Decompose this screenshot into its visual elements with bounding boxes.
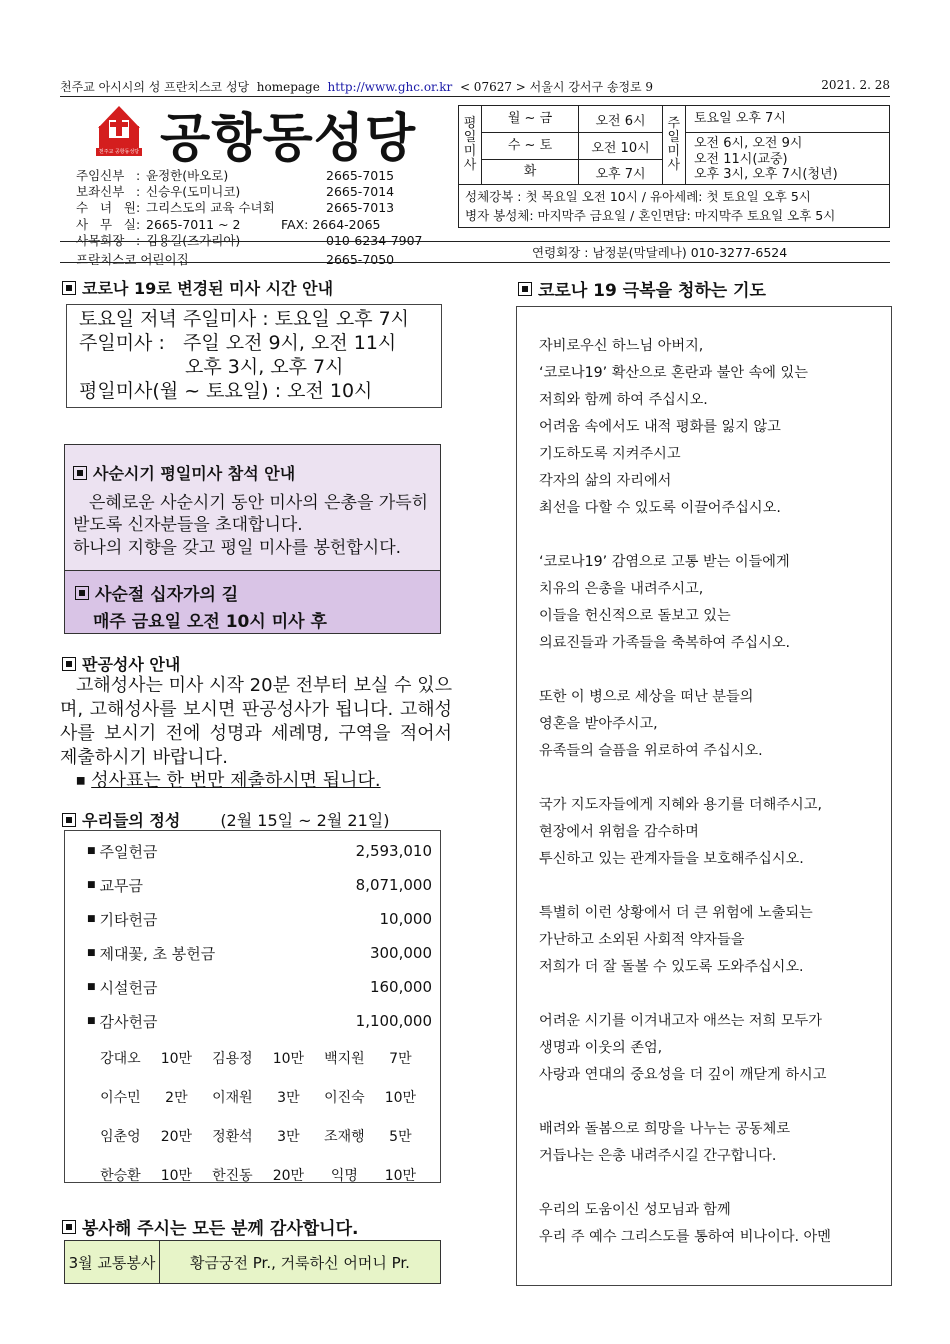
staff-role: 사 무 실 [76,216,136,232]
mass-notes: 성체강복 : 첫 목요일 오전 10시 / 유아세례: 첫 토요일 오후 5시 병자 봉성체: 마지막주 금요일 / 혼인면담: 마지막주 토요일 오후 5시 [458,185,890,228]
prayer-line: 배려와 돌봄으로 희망을 나누는 공동체로 [539,1121,791,1137]
prayer-line: 어려운 시기를 이겨내고자 애쓰는 저희 모두가 [539,1013,822,1029]
square-bullet-icon [62,281,76,295]
address: < 07627 > 서울시 강서구 송정로 9 [459,80,654,94]
square-bullet-icon [73,466,87,480]
sunday-mass-label: 주일미사 [663,106,686,184]
covid-mass-box: 토요일 저녁 주일미사 : 토요일 오후 7시 주일미사 : 주일 오전 9시, 오전 11시 오후 3시, 오후 7시 평일미사(월 ~ 토요일) : 오전 10시 [66,304,442,408]
staff-phone: 2665-7014 [326,184,395,200]
donor-cell: 한진동 [212,1167,253,1184]
stanza-gap [539,873,891,900]
logo-caption: 천주교 공항동성당 [98,149,140,155]
staff-role: 주임신부 [76,168,125,183]
donor-cell: 강대오 [100,1050,141,1067]
offering-row: ■ 주일헌금 2,593,010 [87,842,432,861]
prayer-line: 가난하고 소외된 사회적 약자들을 [539,932,745,948]
weekday-mass-label: 평일미사 [459,106,482,184]
lent-notice-body: 은혜로운 사순시기 동안 미사의 은총을 가득히 받도록 신자분들을 초대합니다. [73,493,429,535]
kindergarten-phone: 2665-7050 [326,252,395,268]
donor-row [89,1038,425,1077]
offering-row: ■ 시설헌금 160,000 [87,978,432,997]
prayer-line: 치유의 은총을 내려주시고, [539,581,704,597]
staff-row: 사목회장 : 김용길(즈가리아) 010-6234-7907 [76,233,456,249]
staff-name: 김용길(즈가리아) [146,232,241,248]
donor-cell: 20만 [272,1167,305,1184]
header-org-line [60,78,653,95]
volunteer-names: 황금궁전 Pr., 거룩하신 어머니 Pr. [190,1253,410,1272]
donor-row [89,1155,425,1194]
stanza-gap [539,522,891,549]
prayer-line: 생명과 이웃의 존엄, [539,1040,663,1056]
donor-cell: 7만 [389,1050,412,1067]
confession-note: ■ 성사표는 한 번만 제출하시면 됩니다. [76,770,381,791]
prayer-line: 사랑과 연대의 중요성을 더 깊이 깨닫게 하시고 [539,1067,827,1083]
weekday-mass-row: 화 오후 7시 [482,160,662,184]
bullet-icon: ■ [76,775,86,787]
staff-name: 2665-7011 ~ 2 [146,216,241,232]
square-bullet-icon [62,1220,76,1234]
prayer-line: 각자의 삶의 자리에서 [539,473,672,489]
lent-notice-heading: 사순시기 평일미사 참석 안내 [73,461,440,484]
homepage-label: homepage [256,80,320,94]
prayer-heading: 코로나 19 극복을 청하는 기도 [518,276,766,301]
donor-cell: 10만 [272,1050,305,1067]
volunteer-heading: 봉사해 주시는 모든 분께 감사합니다. [62,1214,358,1239]
stanza-gap [539,657,891,684]
prayer-body [517,307,891,1251]
donor-cell: 10만 [384,1089,417,1106]
staff-name: 윤정한(바오로) [146,168,229,183]
lent-notice-body-2: 하나의 지향을 갖고 평일 미사를 봉헌합시다. [73,538,402,558]
prayer-box [516,306,892,1286]
stanza-gap [539,1170,891,1197]
kindergarten-row [76,252,456,268]
sunday-mass-list [686,106,889,184]
staff-row: 보좌신부 : 신승우(도미니코) 2665-7014 [76,184,456,200]
staff-role: 사목회장 [76,232,125,248]
offerings-period: (2월 15일 ~ 2월 21일) [220,811,390,830]
prayer-line: 거듭나는 은총 내려주시길 간구합니다. [539,1148,777,1164]
square-bullet-icon [62,657,76,671]
kindergarten-name: 프란치스코 어린이집 [76,252,189,268]
stanza-gap [539,981,891,1008]
prayer-line: 현장에서 위험을 감수하며 [539,824,699,840]
prayer-line: 또한 이 병으로 세상을 떠난 분들의 [539,689,754,705]
donor-cell: 3만 [277,1128,300,1145]
volunteer-box [64,1240,441,1284]
donor-cell: 이진숙 [324,1089,365,1106]
donor-cell: 김용정 [212,1050,253,1067]
offerings-heading: 우리들의 정성 (2월 15일 ~ 2월 21일) [62,808,442,831]
donor-cell: 한승환 [100,1167,141,1184]
donor-cell: 20만 [160,1128,193,1145]
donor-cell: 백지원 [324,1050,365,1067]
sunday-eve-mass: 토요일 오후 7시 [686,106,889,133]
donor-row [89,1116,425,1155]
confession-body: 고해성사는 미사 시작 20분 전부터 보실 수 있으며, 고해성사를 보시면 판공성사가 됩니다. 고해성사를 보시기 전에 성명과 세례명, 구역을 적어서 제출하시기 바랍니다. [60,675,452,768]
header-bottom-divider-2 [60,262,890,263]
confession-heading: 판공성사 안내 [62,652,180,675]
donor-cell: 정환석 [212,1128,253,1145]
donor-cell: 10만 [160,1167,193,1184]
weekday-mass-row: 월 ~ 금 오전 6시 [482,106,662,133]
header-line [60,78,890,95]
donor-cell: 10만 [384,1167,417,1184]
prayer-line: 자비로우신 하느님 아버지, [539,338,704,354]
prayer-line: 국가 지도자들에게 지혜와 용기를 더해주시고, [539,797,822,813]
federation-contact: 연령회장 : 남정분(막달레나) 010-3277-6524 [532,245,788,260]
donor-cell: 3만 [277,1089,300,1106]
stanza-gap [539,765,891,792]
square-bullet-icon [75,586,89,600]
issue-date: 2021. 2. 28 [821,78,890,92]
prayer-line: 특별히 이런 상황에서 더 큰 위험에 노출되는 [539,905,813,921]
prayer-line: ‘코로나19’ 감염으로 고통 받는 이들에게 [539,554,790,570]
staff-row: 수 녀 원 : 그리스도의 교육 수녀회 2665-7013 [76,200,456,216]
staff-name: 그리스도의 교육 수녀회 [146,200,275,216]
offering-row: ■ 기타헌금 10,000 [87,910,432,929]
staff-phone: 2665-7013 [326,200,395,216]
offering-row: ■ 감사헌금 1,100,000 [87,1012,432,1031]
prayer-line: 저희와 함께 하여 주십시오. [539,392,708,408]
mass-times-panel [458,105,890,228]
prayer-line: 저희가 더 잘 돌볼 수 있도록 도와주십시오. [539,959,804,975]
prayer-line: 유족들의 슬픔을 위로하여 주십시오. [539,743,763,759]
prayer-line: 어려움 속에서도 내적 평화를 잃지 않고 [539,419,781,435]
square-bullet-icon [518,282,532,296]
sunday-mass-times: 오전 6시, 오전 9시 오전 11시(교중) 오후 3시, 오후 7시(청년) [694,136,838,182]
donor-table [89,1038,425,1194]
stations-heading: 사순절 십자가의 길 [75,580,440,605]
stations-box [64,570,441,634]
offerings-list [65,831,440,1038]
weekday-mass-list [482,106,663,184]
donor-cell: 익명 [330,1167,358,1184]
donor-cell: 10만 [160,1050,193,1067]
staff-fax: FAX: 2664-2065 [281,216,381,232]
mass-times-grid [458,105,890,185]
covid-mass-heading: 코로나 19로 변경된 미사 시간 안내 [62,276,333,299]
staff-role: 수 녀 원 [76,200,136,216]
donor-cell: 조재행 [324,1128,365,1145]
donor-cell: 이수민 [100,1089,141,1106]
offering-row: ■ 제대꽃, 초 봉헌금 300,000 [87,944,432,963]
donor-row [89,1077,425,1116]
prayer-line: 기도하도록 지켜주시고 [539,446,681,462]
donor-cell: 이재원 [212,1089,253,1106]
stanza-gap [539,1089,891,1116]
parish-logo [96,104,142,156]
staff-name: 신승우(도미니코) [146,184,241,200]
offerings-box [64,830,441,1183]
donor-cell: 5만 [389,1128,412,1145]
prayer-line: 영혼을 받아주시고, [539,716,658,732]
square-bullet-icon [62,813,76,827]
prayer-line: 투신하고 있는 관계자들을 보호해주십시오. [539,851,804,867]
weekday-mass-row: 수 ~ 토 오전 10시 [482,133,662,160]
staff-phone: 2665-7015 [326,168,395,183]
staff-row: 사 무 실 : 2665-7011 ~ 2 FAX: 2664-2065 [76,217,456,233]
donor-cell: 2만 [165,1089,188,1106]
staff-row: 주임신부 : 윤정한(바오로) 2665-7015 [76,168,456,184]
donor-cell: 임춘엉 [100,1128,141,1145]
staff-role: 보좌신부 [76,184,125,200]
prayer-line: 의료진들과 가족들을 축복하여 주십시오. [539,635,791,651]
parish-title: 공항동성당 [160,109,417,169]
prayer-line: 최선을 다할 수 있도록 이끌어주십시오. [539,500,781,516]
homepage-link[interactable]: http://www.ghc.or.kr [327,80,453,94]
staff-list [76,168,456,268]
header-bottom-divider [60,241,890,242]
prayer-line: ‘코로나19’ 확산으로 혼란과 불안 속에 있는 [539,365,808,381]
stations-time: 매주 금요일 오전 10시 미사 후 [93,612,327,632]
prayer-line: 이들을 헌신적으로 돌보고 있는 [539,608,731,624]
offering-row: ■ 교무금 8,071,000 [87,876,432,895]
volunteer-month: 3월 교통봉사 [65,1241,160,1283]
org-name: 천주교 아시시의 성 프란치스코 성당 [60,80,250,94]
prayer-line: 우리의 도움이신 성모님과 함께 [539,1202,731,1218]
staff-phone: 010-6234-7907 [326,232,423,248]
lent-notice-box [64,444,441,572]
prayer-line: 우리 주 예수 그리스도를 통하여 비나이다. 아멘 [539,1229,831,1245]
